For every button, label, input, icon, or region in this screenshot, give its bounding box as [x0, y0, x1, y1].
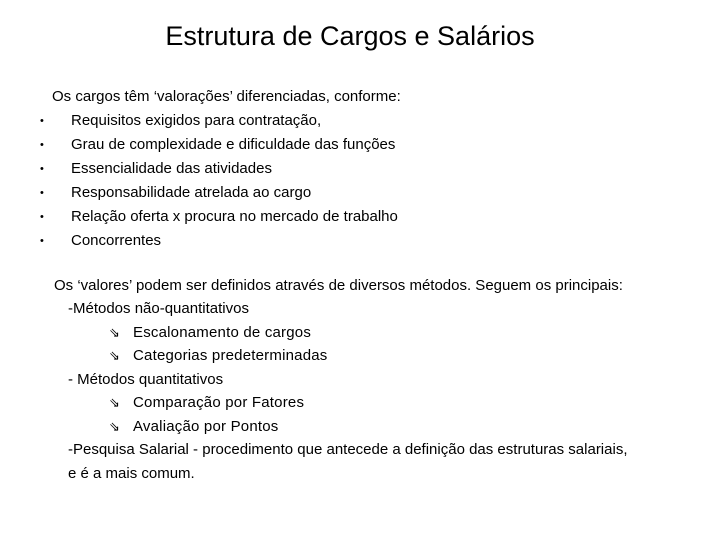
- methods-intro: Os ‘valores’ podem ser definidos através de diversos métodos. Seguem os principais:: [54, 277, 623, 294]
- bullet-icon: •: [40, 235, 44, 247]
- criteria-list: [40, 109, 398, 253]
- list-item-text: Requisitos exigidos para contratação,: [71, 112, 322, 129]
- list-item: [40, 133, 398, 157]
- sub-list-item: [54, 415, 634, 439]
- list-item-text: Concorrentes: [71, 232, 162, 249]
- list-item-text: Responsabilidade atrelada ao cargo: [71, 184, 312, 201]
- list-item: [40, 157, 398, 181]
- quantitative-heading: - Métodos quantitativos: [68, 370, 224, 388]
- salary-survey-text: -Pesquisa Salarial - procedimento que antecede a definição das estruturas salariais, e é a mais comum.: [68, 441, 628, 482]
- methods-section: [54, 275, 634, 485]
- list-item: [40, 181, 398, 205]
- sub-list-item: [54, 344, 634, 368]
- bullet-icon: •: [40, 163, 44, 175]
- bullet-icon: •: [40, 115, 44, 127]
- arrow-icon: ⇘: [109, 349, 120, 364]
- sub-item-text: Avaliação por Pontos: [133, 417, 279, 435]
- sub-list-item: [54, 391, 634, 415]
- list-item-text: Essencialidade das atividades: [71, 160, 272, 177]
- list-item-text: Relação oferta x procura no mercado de trabalho: [71, 208, 398, 225]
- sub-list-item: [54, 321, 634, 345]
- arrow-icon: ⇘: [109, 419, 120, 435]
- non-quantitative-heading: -Métodos não-quantitativos: [68, 300, 249, 317]
- bullet-icon: •: [40, 187, 44, 199]
- arrow-icon: ⇘: [109, 325, 120, 341]
- slide-title: Estrutura de Cargos e Salários: [165, 21, 535, 51]
- bullet-icon: •: [40, 139, 44, 151]
- list-item: [40, 205, 398, 229]
- bullet-icon: •: [40, 211, 44, 223]
- intro-text: Os cargos têm ‘valorações’ diferenciadas, conforme:: [52, 88, 401, 105]
- sub-item-text: Escalonamento de cargos: [133, 323, 312, 341]
- list-item-text: Grau de complexidade e dificuldade das funções: [71, 136, 396, 153]
- sub-item-text: Categorias predeterminadas: [133, 347, 328, 364]
- list-item: [40, 109, 398, 133]
- arrow-icon: ⇘: [109, 396, 120, 411]
- sub-item-text: Comparação por Fatores: [133, 394, 305, 411]
- list-item: [40, 229, 398, 253]
